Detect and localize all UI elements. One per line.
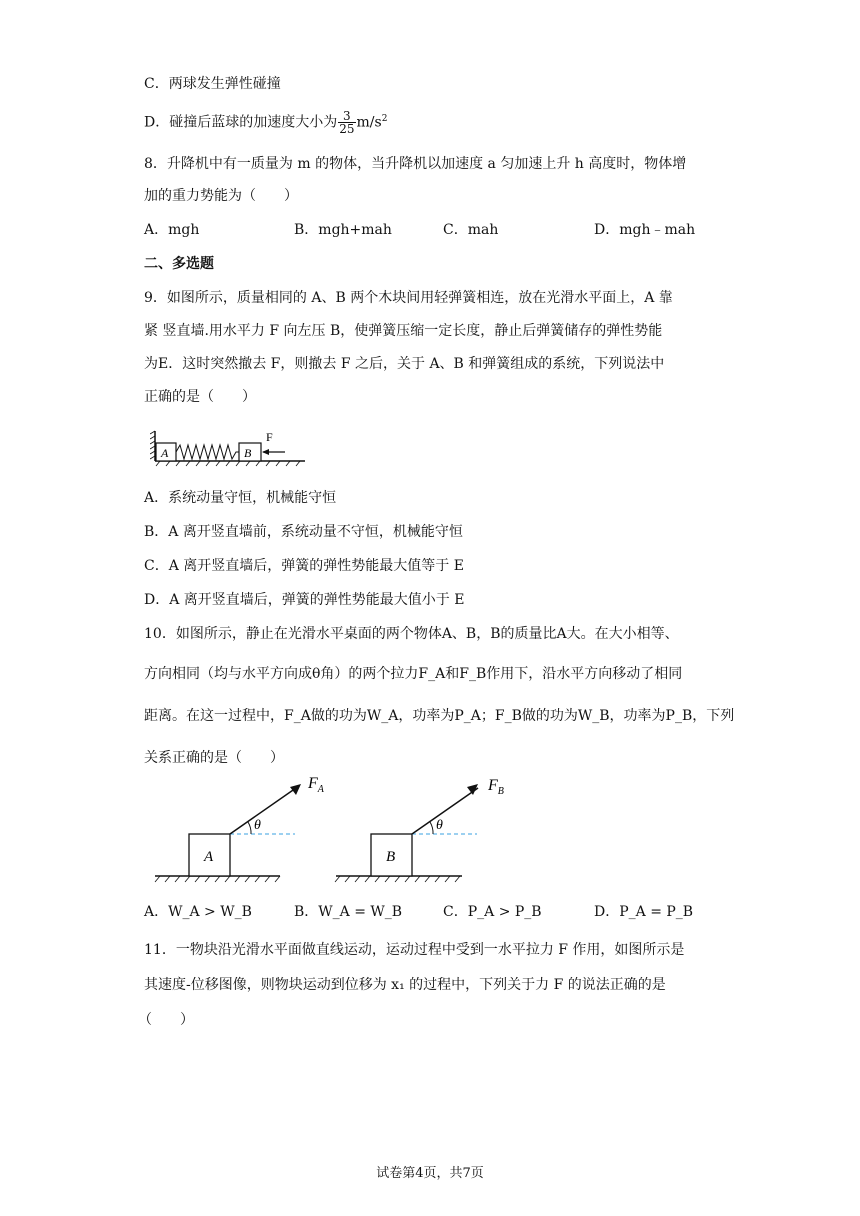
fraction-denominator: 25 — [339, 122, 355, 137]
block-a-label: A — [161, 446, 169, 460]
q9-option-b: B．A 离开竖直墙前，系统动量不守恒，机械能守恒 — [144, 524, 463, 540]
q9-stem-line2: 紧 竖直墙.用水平力 F 向左压 B，使弹簧压缩一定长度，静止后弹簧储存的弹性势能 — [144, 323, 663, 339]
spring-blocks-figure — [150, 428, 310, 468]
q8-stem-line2: 加的重力势能为（ ） — [144, 188, 298, 204]
q8-option-a: A．mgh — [144, 222, 200, 238]
q9-option-a: A．系统动量守恒，机械能守恒 — [144, 490, 337, 506]
block-b-label: B — [386, 849, 396, 865]
force-b-label: $F_B$ — [488, 777, 504, 797]
q10-option-a: A．W_A > W_B — [144, 904, 252, 920]
q7-option-d-fraction — [338, 110, 355, 135]
spring — [176, 445, 239, 459]
force-blocks-figure — [150, 772, 480, 886]
q10-option-c: C．P_A > P_B — [443, 904, 542, 920]
angle-theta-b: θ — [436, 818, 443, 833]
q9-stem-line4: 正确的是（ ） — [144, 389, 256, 405]
force-b-label-svg — [486, 772, 526, 798]
fraction-numerator: 3 — [338, 110, 355, 123]
q7-option-d-text: D．碰撞后蓝球的加速度大小为 — [144, 114, 338, 131]
page-footer: 试卷第4页，共7页 — [376, 1166, 484, 1181]
q7-option-d-unit: m/s — [356, 114, 382, 131]
block-a-label: A — [204, 849, 214, 865]
q10-stem-line3: 距离。在这一过程中，F_A做的功为W_A，功率为P_A；F_B做的功为W_B，功率为P_B，下列 — [144, 708, 735, 724]
force-b-arrow — [412, 788, 478, 834]
q11-stem-line3: （ ） — [138, 1012, 194, 1028]
section-heading: 二、多选题 — [144, 256, 214, 272]
q8-option-d: D．mgh﹣mah — [594, 222, 696, 238]
angle-theta-a: θ — [254, 818, 261, 833]
q8-option-b: B．mgh+mah — [294, 222, 392, 238]
block-b-label: B — [244, 446, 252, 460]
q11-stem-line2: 其速度-位移图像，则物块运动到位移为 x₁ 的过程中，下列关于力 F 的说法正确的是 — [144, 977, 666, 993]
q9-stem-line3: 为E．这时突然撤去 F，则撤去 F 之后，关于 A、B 和弹簧组成的系统，下列说法中 — [144, 356, 665, 372]
q7-option-d — [144, 110, 387, 135]
force-a-label: $F_A$ — [308, 775, 324, 795]
q10-stem-line1: 10．如图所示，静止在光滑水平桌面的两个物体A、B，B的质量比A大。在大小相等、 — [144, 626, 679, 642]
q10-stem-line2: 方向相同（均与水平方向成θ角）的两个拉力F_A和F_B作用下，沿水平方向移动了相同 — [144, 666, 683, 682]
q9-option-c: C．A 离开竖直墙后，弹簧的弹性势能最大值等于 E — [144, 558, 464, 574]
q7-option-d-exponent: 2 — [381, 114, 388, 124]
q10-option-d: D．P_A = P_B — [594, 904, 694, 920]
q9-option-d: D．A 离开竖直墙后，弹簧的弹性势能最大值小于 E — [144, 592, 465, 608]
q9-stem-line1: 9．如图所示，质量相同的 A、B 两个木块间用轻弹簧相连，放在光滑水平面上，A 靠 — [144, 290, 673, 306]
q7-option-c: C．两球发生弹性碰撞 — [144, 76, 281, 92]
force-f-label: F — [266, 430, 273, 444]
force-a-arrow — [230, 788, 296, 834]
q10-option-b: B．W_A = W_B — [294, 904, 403, 920]
q10-stem-line4: 关系正确的是（ ） — [144, 750, 284, 766]
q8-option-c: C．mah — [443, 222, 499, 238]
q8-stem-line1: 8．升降机中有一质量为 m 的物体，当升降机以加速度 a 匀加速上升 h 高度时，物体增 — [144, 156, 687, 172]
q11-stem-line1: 11．一物块沿光滑水平面做直线运动，运动过程中受到一水平拉力 F 作用，如图所示是 — [144, 942, 685, 958]
